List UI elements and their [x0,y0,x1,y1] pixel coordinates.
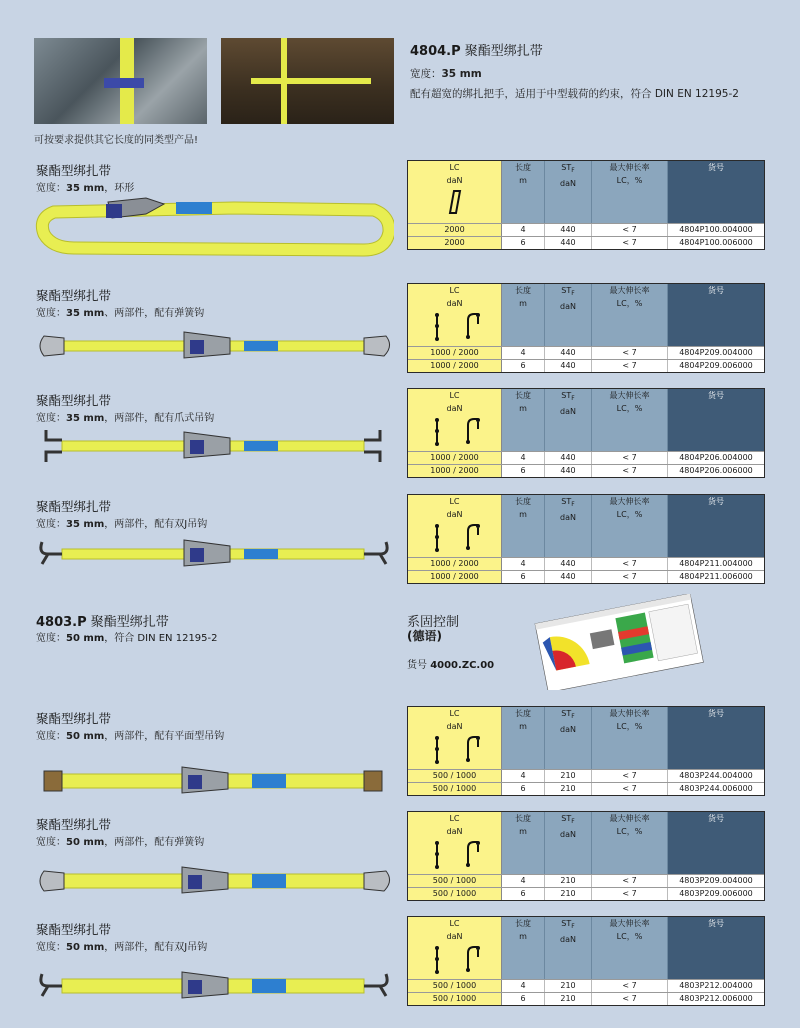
spec-table [407,811,765,901]
product-photo-gas-cylinders [221,38,394,124]
article-number: 4804P206.006000 [679,466,753,475]
length-header: 长度 m [502,284,545,346]
table-row [408,570,764,583]
two-part-lashing-icon [408,812,502,874]
two-part-lashing-icon [408,389,502,451]
lc-value: 500 / 1000 [408,783,502,795]
elongation-header: 最大伸长率 LC，% [592,495,668,557]
product-width: 宽度：35 mm，环形 [36,183,135,194]
stf-header: $ST_F$ daN [545,389,592,451]
strap-illustration-dj35 [34,518,394,588]
stf-header: $ST_F$ daN [545,707,592,769]
two-part-lashing-icon [408,495,502,557]
length-header: 长度 m [502,389,545,451]
loop-lashing-icon [408,161,502,223]
stf-value: 440 [545,237,592,249]
two-part-lashing-icon [408,284,502,346]
elongation-value: < 7 [592,888,668,900]
stf-value: 440 [545,558,592,570]
spec-table-header [408,707,764,769]
length-value: 6 [502,571,545,583]
article-no-header: 货号 [668,812,764,874]
length-header: 长度 m [502,161,545,223]
lc-value: 500 / 1000 [408,888,502,900]
stf-value: 440 [545,465,592,477]
elongation-value: < 7 [592,237,668,249]
article-number: 4804P100.004000 [679,225,753,234]
product-width: 宽度：50 mm，两部件，配有弹簧钩 [36,837,205,848]
table-row [408,992,764,1005]
section-4803-title: 4803.P 聚酯型绑扎带 [36,615,169,630]
table-row [408,346,764,359]
section-4803-width: 宽度：50 mm，符合 DIN EN 12195-2 [36,633,218,644]
lc-value: 1000 / 2000 [408,571,502,583]
two-part-lashing-icon [408,917,502,979]
length-header: 长度 m [502,495,545,557]
product-photo-steel-beam [34,38,207,124]
article-no-header: 货号 [668,389,764,451]
elongation-value: < 7 [592,571,668,583]
elongation-value: < 7 [592,993,668,1005]
elongation-value: < 7 [592,224,668,236]
lc-value: 500 / 1000 [408,980,502,992]
stf-value: 440 [545,347,592,359]
product-title: 聚酯型绑扎带 [36,922,112,937]
lc-value: 1000 / 2000 [408,558,502,570]
lc-header: LC daN [408,812,502,874]
article-no-header: 货号 [668,161,764,223]
elongation-value: < 7 [592,770,668,782]
article-number: 4804P209.004000 [679,348,753,357]
elongation-value: < 7 [592,980,668,992]
spec-table-header [408,161,764,223]
article-number: 4803P244.006000 [679,784,753,793]
spec-table [407,283,765,373]
length-header: 长度 m [502,812,545,874]
lc-header: LC daN [408,707,502,769]
product-width: 宽度：35 mm、两部件，配有弹簧钩 [36,308,205,319]
elongation-header: 最大伸长率 LC，% [592,707,668,769]
elongation-value: < 7 [592,783,668,795]
stf-header: $ST_F$ daN [545,812,592,874]
elongation-value: < 7 [592,558,668,570]
product-width: 宽度：35 mm，两部件，配有双J吊钩 [36,519,208,530]
lc-value: 1000 / 2000 [408,465,502,477]
elongation-value: < 7 [592,360,668,372]
lc-value: 500 / 1000 [408,993,502,1005]
stf-value: 440 [545,360,592,372]
stf-value: 440 [545,452,592,464]
product-width: 宽度：50 mm，两部件，配有平面型吊钩 [36,731,225,742]
lc-value: 1000 / 2000 [408,347,502,359]
article-number: 4804P100.006000 [679,238,753,247]
spec-table-header [408,917,764,979]
table-row [408,782,764,795]
product-title: 聚酯型绑扎带 [36,288,112,303]
spec-table [407,706,765,796]
elongation-value: < 7 [592,465,668,477]
spec-table [407,916,765,1006]
lc-header: LC daN [408,495,502,557]
strap-illustration-loop [34,190,394,260]
elongation-header: 最大伸长率 LC，% [592,812,668,874]
table-row [408,359,764,372]
product-title: 聚酯型绑扎带 [36,711,112,726]
strap-illustration-spring50 [34,845,394,915]
stf-header: $ST_F$ daN [545,284,592,346]
product-width: 宽度：50 mm，两部件，配有双J吊钩 [36,942,208,953]
length-value: 6 [502,360,545,372]
stf-value: 440 [545,224,592,236]
elongation-value: < 7 [592,347,668,359]
table-row [408,557,764,570]
two-part-lashing-icon [408,707,502,769]
table-row [408,464,764,477]
length-value: 6 [502,465,545,477]
length-value: 6 [502,783,545,795]
elongation-header: 最大伸长率 LC，% [592,389,668,451]
article-number: 4803P244.004000 [679,771,753,780]
stf-header: $ST_F$ daN [545,917,592,979]
article-number: 4803P209.006000 [679,889,753,898]
elongation-value: < 7 [592,452,668,464]
elongation-header: 最大伸长率 LC，% [592,161,668,223]
spec-table-header [408,812,764,874]
stf-header: $ST_F$ daN [545,495,592,557]
stf-value: 210 [545,993,592,1005]
strap-illustration-claw [34,410,394,480]
length-value: 6 [502,237,545,249]
article-number: 4803P209.004000 [679,876,753,885]
strap-illustration-dj50 [34,950,394,1020]
article-no-header: 货号 [668,495,764,557]
lc-value: 500 / 1000 [408,875,502,887]
intro-description: 配有超宽的绑扎把手，适用于中型载荷的约束，符合 DIN EN 12195-2 [410,88,739,100]
lashing-control-card-image [534,594,704,690]
elongation-header: 最大伸长率 LC，% [592,917,668,979]
length-header: 长度 m [502,707,545,769]
product-title: 聚酯型绑扎带 [36,817,112,832]
stf-value: 210 [545,770,592,782]
stf-value: 210 [545,980,592,992]
length-value: 4 [502,452,545,464]
length-value: 4 [502,558,545,570]
lc-header: LC daN [408,917,502,979]
lashing-control-language: (德语) [407,629,442,643]
lc-value: 2000 [408,237,502,249]
length-value: 6 [502,993,545,1005]
length-value: 4 [502,875,545,887]
lc-value: 1000 / 2000 [408,452,502,464]
length-value: 4 [502,770,545,782]
table-row [408,236,764,249]
product-width: 宽度：35 mm，两部件，配有爪式吊钩 [36,413,215,424]
spec-table-header [408,284,764,346]
lc-value: 2000 [408,224,502,236]
elongation-value: < 7 [592,875,668,887]
length-header: 长度 m [502,917,545,979]
spec-table [407,494,765,584]
lc-header: LC daN [408,284,502,346]
length-value: 4 [502,980,545,992]
length-value: 4 [502,347,545,359]
table-row [408,874,764,887]
availability-note: 可按要求提供其它长度的同类型产品! [34,135,199,146]
lc-value: 1000 / 2000 [408,360,502,372]
article-no-header: 货号 [668,707,764,769]
spec-table-header [408,495,764,557]
elongation-header: 最大伸长率 LC，% [592,284,668,346]
spec-table [407,160,765,250]
stf-value: 210 [545,875,592,887]
lc-header: LC daN [408,389,502,451]
strap-illustration-flat [34,745,394,815]
intro-title: 4804.P 聚酯型绑扎带 [410,44,543,59]
table-row [408,887,764,900]
table-row [408,769,764,782]
article-number: 4804P211.006000 [679,572,753,581]
article-number: 4803P212.004000 [679,981,753,990]
stf-value: 210 [545,888,592,900]
intro-width: 宽度：35 mm [410,68,482,80]
spec-table [407,388,765,478]
article-number: 4804P211.004000 [679,559,753,568]
product-title: 聚酯型绑扎带 [36,499,112,514]
lashing-control-title: 系固控制 [407,615,460,630]
table-row [408,223,764,236]
product-title: 聚酯型绑扎带 [36,393,112,408]
article-no-header: 货号 [668,284,764,346]
table-row [408,979,764,992]
length-value: 6 [502,888,545,900]
spec-table-header [408,389,764,451]
length-value: 4 [502,224,545,236]
product-title: 聚酯型绑扎带 [36,163,112,178]
article-number: 4804P209.006000 [679,361,753,370]
article-number: 4804P206.004000 [679,453,753,462]
table-row [408,451,764,464]
stf-value: 440 [545,571,592,583]
stf-header: $ST_F$ daN [545,161,592,223]
lc-header: LC daN [408,161,502,223]
article-number: 4803P212.006000 [679,994,753,1003]
lashing-control-article: 货号 4000.ZC.00 [407,660,495,671]
strap-illustration-spring35 [34,310,394,380]
article-no-header: 货号 [668,917,764,979]
lc-value: 500 / 1000 [408,770,502,782]
stf-value: 210 [545,783,592,795]
